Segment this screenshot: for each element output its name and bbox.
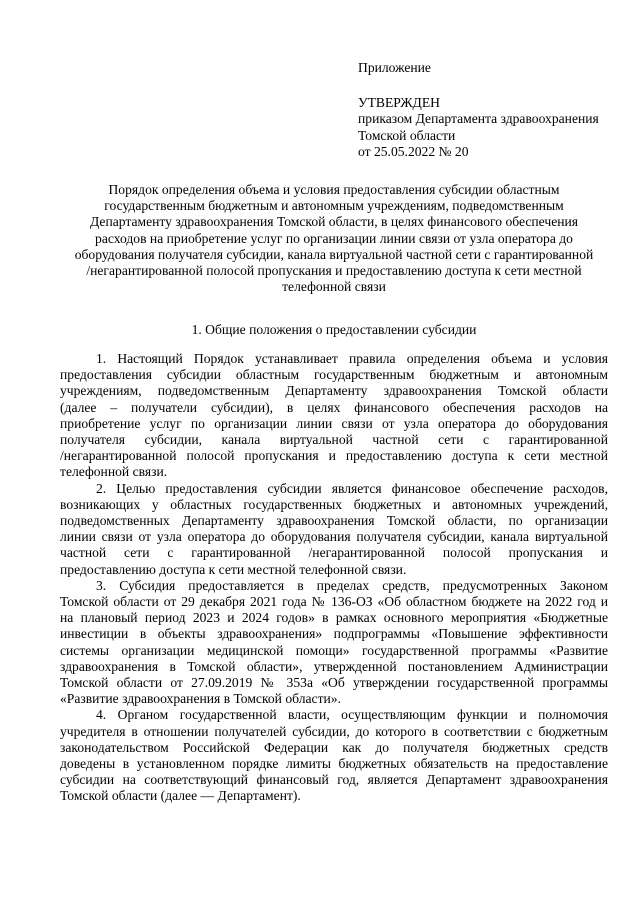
paragraph-line: здравоохранения в Томской области», утвержденной постановлением Администрации xyxy=(60,658,608,674)
paragraph-line: получателя субсидии, канала виртуальной частной сети с гарантированной xyxy=(60,432,608,448)
title-line: расходов на приобретение услуг по организации линии связи от узла оператора до xyxy=(95,230,573,246)
document-body xyxy=(60,351,608,805)
paragraph-line: «Развитие здравоохранения в Томской области». xyxy=(60,691,341,707)
document-title xyxy=(70,182,598,295)
paragraph-line: (далее – получатели субсидии), в целях финансового обеспечения расходов на xyxy=(60,399,608,415)
paragraph-line: 3. Субсидия предоставляется в пределах средств, предусмотренных Законом xyxy=(96,577,608,593)
paragraph-line: Томской области (далее — Департамент). xyxy=(60,788,301,804)
paragraph-line: приобретение услуг по организации линии связи от узла оператора до оборудования xyxy=(60,415,608,431)
paragraph-3 xyxy=(60,578,608,708)
title-line: телефонной связи xyxy=(282,279,386,295)
title-line: Порядок определения объема и условия предоставления субсидии областным xyxy=(108,182,560,197)
paragraph-line: 4. Органом государственной власти, осуществляющим функции и полномочия xyxy=(96,707,608,723)
paragraph-line: /негарантированной полосой пропускания и предоставлению доступа к сети местной xyxy=(60,448,608,464)
section-heading: 1. Общие положения о предоставлении субсидии xyxy=(191,322,477,337)
paragraph-line: подведомственных Департаменту здравоохранения Томской области, по организации xyxy=(60,513,608,529)
paragraph-line: линии связи от узла оператора до оборудования получателя субсидии, канала виртуальной xyxy=(60,529,608,545)
title-line: /негарантированной полосой пропускания и предоставлению доступа к сети местной xyxy=(86,263,582,279)
paragraph-line: предоставления субсидии областным государственным бюджетным и автономным xyxy=(60,367,608,383)
paragraph-line: инвестиции в объекты здравоохранения» подпрограммы «Повышение эффективности xyxy=(60,626,608,642)
order-line: приказом Департамента здравоохранения xyxy=(358,111,599,127)
title-line: Департаменту здравоохранения Томской области, в целях финансового обеспечения xyxy=(89,214,579,230)
paragraph-line: возникающих у областных государственных бюджетных и автономных учреждений, xyxy=(60,496,608,512)
paragraph-line: 1. Настоящий Порядок устанавливает правила определения объема и условия xyxy=(96,351,608,366)
paragraph-1 xyxy=(60,351,608,481)
paragraph-line: Томской области от 29 декабря 2021 года № 136-ОЗ «Об областном бюджете на 2022 год и xyxy=(60,594,608,610)
order-date-line: от 25.05.2022 № 20 xyxy=(358,143,469,159)
appendix-label: Приложение xyxy=(358,60,431,75)
paragraph-line: на плановый период 2023 и 2024 годов» в рамках основного мероприятия «Бюджетные xyxy=(60,610,608,626)
title-line: оборудования получателя субсидии, канала виртуальной частной сети с гарантированной xyxy=(74,246,594,262)
paragraph-line: учредителя в отношении получателей субсидии, до которого в соответствии с бюджетным xyxy=(60,723,608,739)
paragraph-line: телефонной связи. xyxy=(60,464,168,480)
approval-block xyxy=(358,60,638,160)
paragraph-line: 2. Целью предоставления субсидии является финансовое обеспечение расходов, xyxy=(96,480,608,496)
paragraph-4 xyxy=(60,707,608,804)
paragraph-line: системы организации медицинской помощи» государственной программы «Развитие xyxy=(60,642,608,658)
paragraph-line: субсидии на соответствующий финансовый год, является Департамент здравоохранения xyxy=(60,772,608,788)
approved-label: УТВЕРЖДЕН xyxy=(358,95,440,111)
paragraph-line: доведены в установленном порядке лимиты бюджетных обязательств на предоставление xyxy=(60,756,608,772)
paragraph-2 xyxy=(60,481,608,578)
order-line: Томской области xyxy=(358,127,456,143)
paragraph-line: учреждениям, подведомственным Департаменту здравоохранения Томской области xyxy=(60,383,608,399)
paragraph-line: предоставлению доступа к сети местной телефонной связи. xyxy=(60,561,407,577)
title-line: государственным бюджетным и автономным учреждениям, подведомственным xyxy=(104,198,564,214)
paragraph-line: законодательством Российской Федерации как до получателя бюджетных средств xyxy=(60,739,608,755)
paragraph-line: частной сети с гарантированной /негарантированной полосой пропускания и xyxy=(60,545,608,561)
paragraph-line: Томской области от 27.09.2019 № 353а «Об утверждении государственной программы xyxy=(60,675,608,691)
